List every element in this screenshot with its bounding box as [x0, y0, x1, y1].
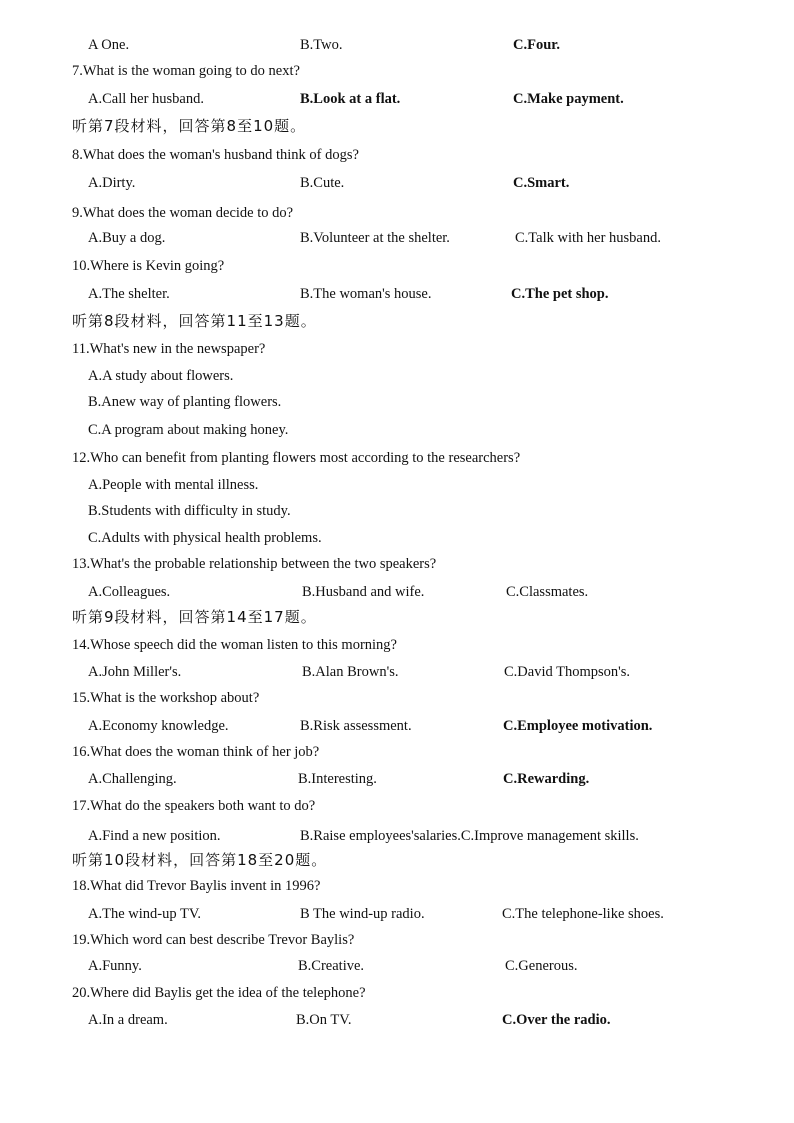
- answer-option: A.The wind-up TV.: [88, 906, 202, 922]
- section-instruction: 听第10段材料，回答第18至20题。: [72, 851, 328, 869]
- section-instruction: 听第9段材料，回答第14至17题。: [72, 608, 317, 626]
- answer-option: C.Make payment.: [513, 91, 624, 107]
- answer-option: C.Over the radio.: [502, 1012, 611, 1028]
- answer-option: A.The shelter.: [88, 286, 170, 302]
- question-text: 13.What's the probable relationship between the two speakers?: [72, 556, 437, 572]
- answer-option: A.Challenging.: [88, 771, 177, 787]
- answer-option: B.The woman's house.: [300, 286, 432, 302]
- answer-option: A.John Miller's.: [88, 664, 182, 680]
- answer-option: C.David Thompson's.: [504, 664, 631, 680]
- answer-option: B.Volunteer at the shelter.: [300, 230, 450, 246]
- answer-option: B The wind-up radio.: [300, 906, 425, 922]
- answer-option: C.Talk with her husband.: [515, 230, 661, 246]
- answer-option: B.Risk assessment.: [300, 718, 412, 734]
- answer-option: B.Interesting.: [298, 771, 377, 787]
- question-text: 11.What's new in the newspaper?: [72, 341, 266, 357]
- answer-option: B.Two.: [300, 37, 343, 53]
- answer-option: A.Find a new position.: [88, 828, 221, 844]
- question-text: 8.What does the woman's husband think of dogs?: [72, 147, 359, 163]
- answer-option: A.Buy a dog.: [88, 230, 166, 246]
- question-text: 18.What did Trevor Baylis invent in 1996?: [72, 878, 321, 894]
- answer-option: C.Four.: [513, 37, 560, 53]
- question-text: 12.Who can benefit from planting flowers most according to the researchers?: [72, 450, 521, 466]
- answer-option: A.Economy knowledge.: [88, 718, 229, 734]
- section-instruction: 听第7段材料，回答第8至10题。: [72, 117, 307, 135]
- answer-option: B.Cute.: [300, 175, 345, 191]
- question-text: 14.Whose speech did the woman listen to this morning?: [72, 637, 397, 653]
- answer-option: A.In a dream.: [88, 1012, 168, 1028]
- answer-option: B.On TV.: [296, 1012, 352, 1028]
- answer-option: B.Look at a flat.: [300, 91, 401, 107]
- answer-option: B.Husband and wife.: [302, 584, 425, 600]
- answer-option: A.Call her husband.: [88, 91, 204, 107]
- question-text: 10.Where is Kevin going?: [72, 258, 225, 274]
- answer-option: C.The pet shop.: [511, 286, 609, 302]
- answer-option: C.Rewarding.: [503, 771, 590, 787]
- section-instruction: 听第8段材料，回答第11至13题。: [72, 312, 317, 330]
- question-text: 17.What do the speakers both want to do?: [72, 798, 316, 814]
- answer-option: C.Generous.: [505, 958, 578, 974]
- answer-option: C.Employee motivation.: [503, 718, 653, 734]
- question-text: 19.Which word can best describe Trevor Baylis?: [72, 932, 355, 948]
- question-text: 7.What is the woman going to do next?: [72, 63, 300, 79]
- answer-option: B.Raise employees'salaries.C.Improve management skills.: [300, 828, 639, 844]
- question-text: 15.What is the workshop about?: [72, 690, 260, 706]
- answer-option: B.Anew way of planting flowers.: [88, 394, 282, 410]
- answer-option: A.A study about flowers.: [88, 368, 234, 384]
- answer-option: B.Alan Brown's.: [302, 664, 399, 680]
- answer-option: A.Dirty.: [88, 175, 136, 191]
- answer-option: A.People with mental illness.: [88, 477, 259, 493]
- answer-option: B.Students with difficulty in study.: [88, 503, 291, 519]
- answer-option: C.Classmates.: [506, 584, 589, 600]
- answer-option: B.Creative.: [298, 958, 365, 974]
- question-text: 16.What does the woman think of her job?: [72, 744, 320, 760]
- question-text: 9.What does the woman decide to do?: [72, 205, 294, 221]
- answer-option: C.Smart.: [513, 175, 570, 191]
- question-text: 20.Where did Baylis get the idea of the telephone?: [72, 985, 366, 1001]
- answer-option: A.Funny.: [88, 958, 142, 974]
- answer-option: A.Colleagues.: [88, 584, 171, 600]
- answer-option: C.Adults with physical health problems.: [88, 530, 322, 546]
- answer-option: A One.: [88, 37, 130, 53]
- answer-option: C.A program about making honey.: [88, 422, 289, 438]
- answer-option: C.The telephone-like shoes.: [502, 906, 664, 922]
